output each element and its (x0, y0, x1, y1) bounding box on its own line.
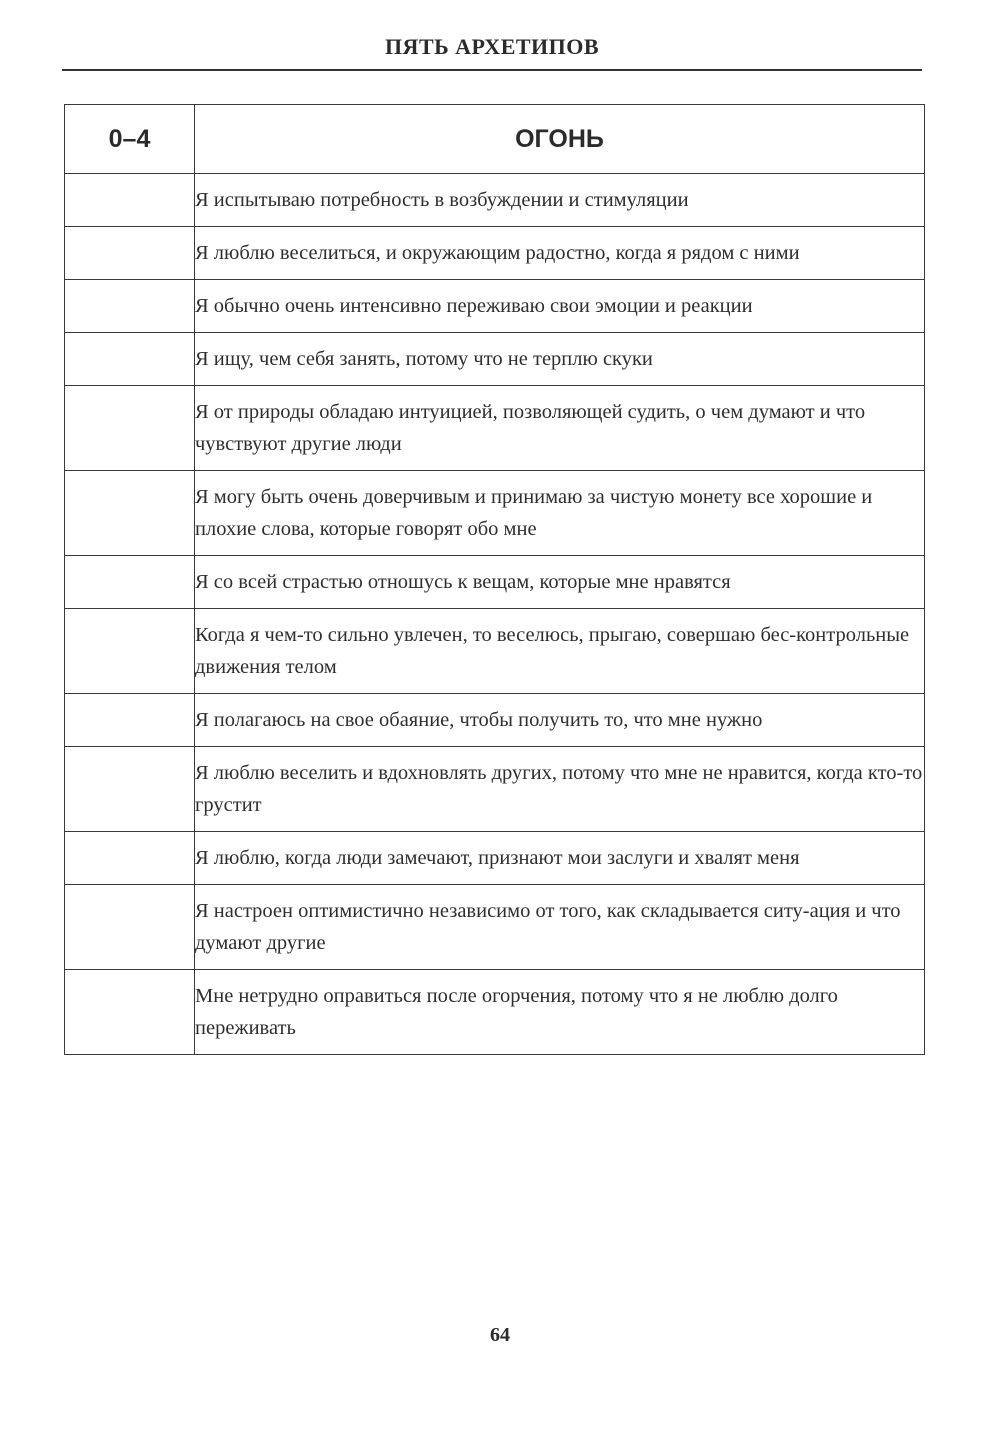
score-cell[interactable] (65, 227, 195, 280)
table-row (65, 280, 925, 333)
score-cell[interactable] (65, 747, 195, 832)
table-row (65, 970, 925, 1055)
statement-text: Мне нетрудно оправиться после огорчения, потому что я не люблю долго переживать (195, 970, 925, 1055)
score-cell[interactable] (65, 970, 195, 1055)
score-cell[interactable] (65, 174, 195, 227)
score-cell[interactable] (65, 333, 195, 386)
statement-text: Я от природы обладаю интуицией, позволяющей судить, о чем думают и что чувствуют другие люди (195, 386, 925, 471)
header-rule (62, 69, 922, 71)
table-row (65, 556, 925, 609)
table-row (65, 471, 925, 556)
statement-text: Я ищу, чем себя занять, потому что не терплю скуки (195, 333, 925, 386)
section-title: ОГОНЬ (195, 105, 925, 174)
table-row (65, 832, 925, 885)
table-row (65, 227, 925, 280)
score-cell[interactable] (65, 885, 195, 970)
table-row (65, 386, 925, 471)
table-row (65, 609, 925, 694)
score-cell[interactable] (65, 386, 195, 471)
statement-text: Я обычно очень интенсивно переживаю свои эмоции и реакции (195, 280, 925, 333)
table-header-row (65, 105, 925, 174)
statement-text: Когда я чем-то сильно увлечен, то веселюсь, прыгаю, совершаю бес-контрольные движения телом (195, 609, 925, 694)
table-row (65, 174, 925, 227)
table-row (65, 885, 925, 970)
statement-text: Я испытываю потребность в возбуждении и стимуляции (195, 174, 925, 227)
page-number: 64 (490, 1324, 510, 1346)
questionnaire-table (64, 104, 925, 1055)
table-row (65, 694, 925, 747)
running-header: ПЯТЬ АРХЕТИПОВ (384, 34, 600, 59)
score-cell[interactable] (65, 556, 195, 609)
score-cell[interactable] (65, 471, 195, 556)
statement-text: Я люблю веселить и вдохновлять других, потому что мне не нравится, когда кто-то грустит (195, 747, 925, 832)
statement-text: Я настроен оптимистично независимо от того, как складывается ситу-ация и что думают другие (195, 885, 925, 970)
score-column-header: 0–4 (65, 105, 195, 174)
score-cell[interactable] (65, 280, 195, 333)
table-row (65, 333, 925, 386)
statement-text: Я со всей страстью отношусь к вещам, которые мне нравятся (195, 556, 925, 609)
score-cell[interactable] (65, 832, 195, 885)
score-cell[interactable] (65, 609, 195, 694)
statement-text: Я могу быть очень доверчивым и принимаю за чистую монету все хорошие и плохие слова, которые говорят обо мне (195, 471, 925, 556)
table-row (65, 747, 925, 832)
statement-text: Я люблю веселиться, и окружающим радостно, когда я рядом с ними (195, 227, 925, 280)
statement-text: Я полагаюсь на свое обаяние, чтобы получить то, что мне нужно (195, 694, 925, 747)
score-cell[interactable] (65, 694, 195, 747)
statement-text: Я люблю, когда люди замечают, признают мои заслуги и хвалят меня (195, 832, 925, 885)
